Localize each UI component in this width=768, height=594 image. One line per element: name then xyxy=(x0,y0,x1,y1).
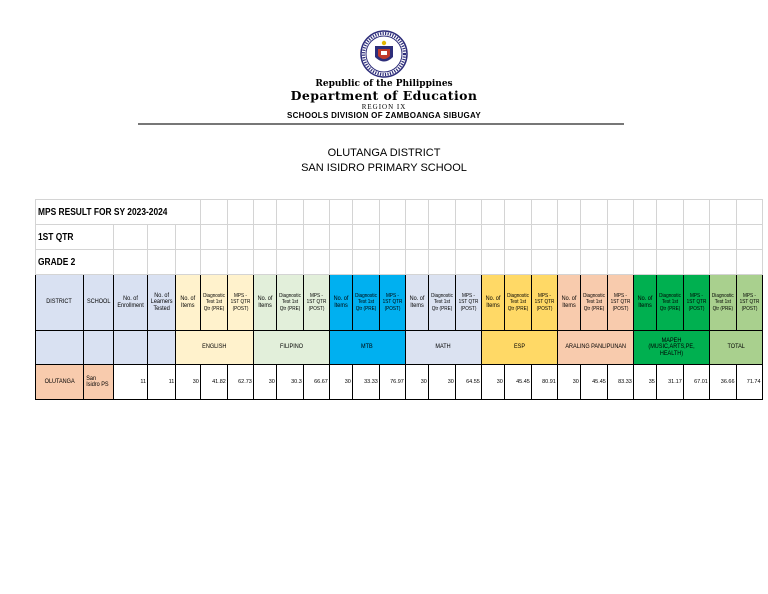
math-post: 64.55 xyxy=(455,365,481,400)
esp-post: 80.91 xyxy=(531,365,557,400)
ap-pre-header: Diagnostic Test 1st Qtr (PRE) xyxy=(580,275,607,331)
table-title: MPS RESULT FOR SY 2023-2024 xyxy=(36,200,168,225)
total-header: TOTAL xyxy=(709,331,762,365)
mtb-header: MTB xyxy=(329,331,405,365)
esp-header: ESP xyxy=(481,331,557,365)
ap-items: 30 xyxy=(557,365,580,400)
mps-table xyxy=(35,199,763,400)
english-pre: 41.82 xyxy=(200,365,227,400)
filipino-post-header: MPS - 1ST QTR (POST) xyxy=(303,275,329,331)
district-name: OLUTANGA DISTRICT xyxy=(327,147,441,159)
english-items: 30 xyxy=(176,365,200,400)
column-header-row xyxy=(36,275,763,331)
school-name: SAN ISIDRO PRIMARY SCHOOL xyxy=(301,162,467,174)
learners-column-header: No. of Learners Tested xyxy=(148,275,176,331)
total-post: 71.74 xyxy=(736,365,762,400)
total-pre: 36.66 xyxy=(709,365,736,400)
grade-label: GRADE 2 xyxy=(36,250,98,275)
filipino-post: 66.67 xyxy=(303,365,329,400)
row-school: San Isidro PS xyxy=(83,365,113,400)
division-text: SCHOOLS DIVISION OF ZAMBOANGA SIBUGAY xyxy=(286,111,482,120)
esp-post-header: MPS - 1ST QTR (POST) xyxy=(531,275,557,331)
subject-header-row xyxy=(36,331,763,365)
mapeh-pre-header: Diagnostic Test 1st Qtr (PRE) xyxy=(656,275,683,331)
mtb-items-header: No. of Items xyxy=(329,275,352,331)
mapeh-items: 35 xyxy=(633,365,656,400)
math-header: MATH xyxy=(405,331,481,365)
araling-panlipunan-header: ARALING PANLIPUNAN xyxy=(557,331,633,365)
math-post-header: MPS - 1ST QTR (POST) xyxy=(455,275,481,331)
deped-seal-icon xyxy=(360,30,408,78)
ap-post-header: MPS - 1ST QTR (POST) xyxy=(607,275,633,331)
row-district: OLUTANGA xyxy=(36,365,84,400)
district-column-header: DISTRICT xyxy=(36,275,84,331)
ap-pre: 45.45 xyxy=(580,365,607,400)
mapeh-post: 67.01 xyxy=(683,365,709,400)
report-heading xyxy=(0,146,768,176)
mtb-post-header: MPS - 1ST QTR (POST) xyxy=(379,275,405,331)
mtb-items: 30 xyxy=(329,365,352,400)
esp-items-header: No. of Items xyxy=(481,275,504,331)
total-pre-header: Diagnostic Test 1st Qtr (PRE) xyxy=(709,275,736,331)
esp-items: 30 xyxy=(481,365,504,400)
english-items-header: No. of Items xyxy=(176,275,200,331)
math-items-header: No. of Items xyxy=(405,275,428,331)
filipino-items-header: No. of Items xyxy=(253,275,276,331)
mtb-pre-header: Diagnostic Test 1st Qtr (PRE) xyxy=(352,275,379,331)
math-pre: 30 xyxy=(428,365,455,400)
esp-pre: 45.45 xyxy=(504,365,531,400)
table-row xyxy=(36,365,763,400)
header-divider xyxy=(138,123,624,125)
english-post: 62.73 xyxy=(227,365,253,400)
region-text: REGION IX xyxy=(361,103,407,111)
filipino-items: 30 xyxy=(253,365,276,400)
school-column-header: SCHOOL xyxy=(83,275,113,331)
enrollment-column-header: No. of Enrollment xyxy=(114,275,148,331)
mapeh-post-header: MPS - 1ST QTR (POST) xyxy=(683,275,709,331)
total-post-header: MPS - 1ST QTR (POST) xyxy=(736,275,762,331)
english-pre-header: Diagnostic Test 1st Qtr (PRE) xyxy=(200,275,227,331)
mapeh-header: MAPEH (MUSIC,ARTS,PE, HEALTH) xyxy=(633,331,709,365)
mapeh-items-header: No. of Items xyxy=(633,275,656,331)
row-enrollment: 11 xyxy=(114,365,148,400)
filipino-header: FILIPINO xyxy=(253,331,329,365)
letterhead xyxy=(0,30,768,120)
english-post-header: MPS - 1ST QTR (POST) xyxy=(227,275,253,331)
english-header: ENGLISH xyxy=(176,331,253,365)
filipino-pre: 30.3 xyxy=(276,365,303,400)
esp-pre-header: Diagnostic Test 1st Qtr (PRE) xyxy=(504,275,531,331)
ap-items-header: No. of Items xyxy=(557,275,580,331)
republic-text: Republic of the Philippines xyxy=(315,79,453,89)
mapeh-pre: 31.17 xyxy=(656,365,683,400)
row-learners: 11 xyxy=(148,365,176,400)
mtb-pre: 33.33 xyxy=(352,365,379,400)
mtb-post: 76.97 xyxy=(379,365,405,400)
quarter-label: 1ST QTR xyxy=(36,225,98,250)
ap-post: 83.33 xyxy=(607,365,633,400)
math-pre-header: Diagnostic Test 1st Qtr (PRE) xyxy=(428,275,455,331)
filipino-pre-header: Diagnostic Test 1st Qtr (PRE) xyxy=(276,275,303,331)
department-text: Department of Education xyxy=(290,88,478,103)
math-items: 30 xyxy=(405,365,428,400)
